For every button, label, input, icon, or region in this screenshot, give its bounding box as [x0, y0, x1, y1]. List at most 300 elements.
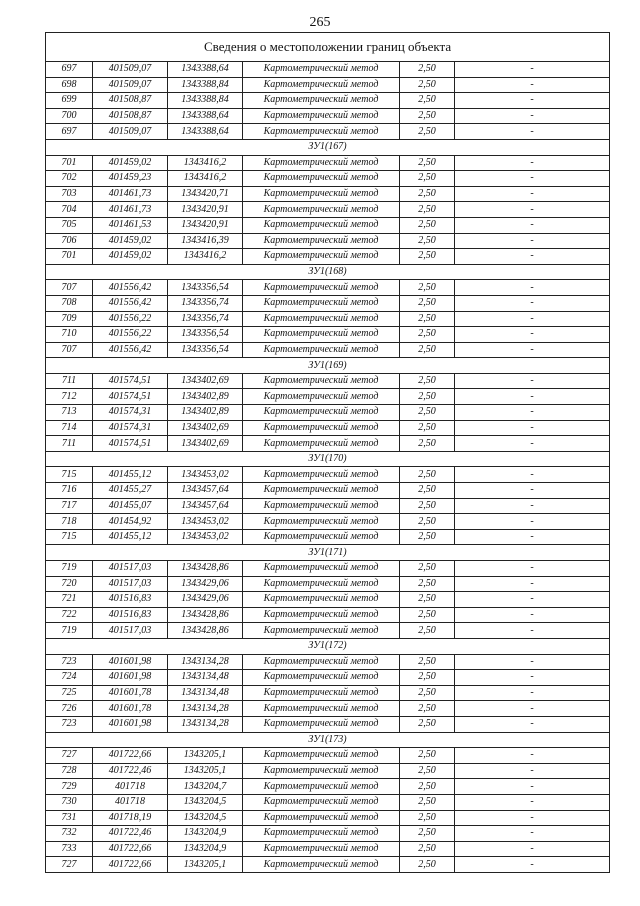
x-coordinate-cell: 401722,46 — [93, 826, 168, 842]
section-label: ЗУ1(171) — [46, 545, 610, 561]
y-coordinate-cell: 1343402,89 — [168, 405, 243, 421]
description-cell: - — [455, 607, 610, 623]
accuracy-cell: 2,50 — [400, 483, 455, 499]
table-row — [46, 748, 610, 764]
description-cell: - — [455, 280, 610, 296]
description-cell: - — [455, 857, 610, 873]
description-cell: - — [455, 186, 610, 202]
accuracy-cell: 2,50 — [400, 592, 455, 608]
table-row — [46, 467, 610, 483]
point-number-cell: 728 — [46, 763, 93, 779]
x-coordinate-cell: 401556,22 — [93, 311, 168, 327]
accuracy-cell: 2,50 — [400, 420, 455, 436]
method-cell: Картометрический метод — [243, 93, 400, 109]
y-coordinate-cell: 1343134,28 — [168, 716, 243, 732]
section-label: ЗУ1(170) — [46, 451, 610, 467]
x-coordinate-cell: 401508,87 — [93, 93, 168, 109]
x-coordinate-cell: 401574,51 — [93, 389, 168, 405]
x-coordinate-cell: 401574,51 — [93, 436, 168, 452]
method-cell: Картометрический метод — [243, 405, 400, 421]
x-coordinate-cell: 401509,07 — [93, 62, 168, 78]
x-coordinate-cell: 401509,07 — [93, 77, 168, 93]
section-label: ЗУ1(173) — [46, 732, 610, 748]
accuracy-cell: 2,50 — [400, 685, 455, 701]
description-cell: - — [455, 685, 610, 701]
accuracy-cell: 2,50 — [400, 124, 455, 140]
description-cell: - — [455, 171, 610, 187]
y-coordinate-cell: 1343356,54 — [168, 280, 243, 296]
point-number-cell: 704 — [46, 202, 93, 218]
section-label: ЗУ1(168) — [46, 264, 610, 280]
accuracy-cell: 2,50 — [400, 93, 455, 109]
accuracy-cell: 2,50 — [400, 607, 455, 623]
table-row — [46, 716, 610, 732]
description-cell: - — [455, 654, 610, 670]
x-coordinate-cell: 401601,78 — [93, 685, 168, 701]
table-header-row — [46, 33, 610, 62]
accuracy-cell: 2,50 — [400, 108, 455, 124]
x-coordinate-cell: 401574,51 — [93, 373, 168, 389]
table-row — [46, 62, 610, 78]
y-coordinate-cell: 1343388,64 — [168, 124, 243, 140]
point-number-cell: 703 — [46, 186, 93, 202]
table-row — [46, 794, 610, 810]
accuracy-cell: 2,50 — [400, 155, 455, 171]
y-coordinate-cell: 1343205,1 — [168, 763, 243, 779]
table-row — [46, 327, 610, 343]
point-number-cell: 712 — [46, 389, 93, 405]
description-cell: - — [455, 716, 610, 732]
method-cell: Картометрический метод — [243, 420, 400, 436]
method-cell: Картометрический метод — [243, 576, 400, 592]
accuracy-cell: 2,50 — [400, 171, 455, 187]
point-number-cell: 716 — [46, 483, 93, 499]
method-cell: Картометрический метод — [243, 108, 400, 124]
x-coordinate-cell: 401556,42 — [93, 295, 168, 311]
method-cell: Картометрический метод — [243, 373, 400, 389]
x-coordinate-cell: 401459,23 — [93, 171, 168, 187]
method-cell: Картометрический метод — [243, 389, 400, 405]
table-row — [46, 529, 610, 545]
description-cell: - — [455, 592, 610, 608]
method-cell: Картометрический метод — [243, 483, 400, 499]
method-cell: Картометрический метод — [243, 701, 400, 717]
description-cell: - — [455, 108, 610, 124]
method-cell: Картометрический метод — [243, 654, 400, 670]
method-cell: Картометрический метод — [243, 763, 400, 779]
method-cell: Картометрический метод — [243, 794, 400, 810]
section-header-row — [46, 451, 610, 467]
table-body — [46, 33, 610, 873]
method-cell: Картометрический метод — [243, 607, 400, 623]
x-coordinate-cell: 401574,31 — [93, 405, 168, 421]
section-header-row — [46, 264, 610, 280]
table-row — [46, 857, 610, 873]
y-coordinate-cell: 1343457,64 — [168, 483, 243, 499]
point-number-cell: 724 — [46, 670, 93, 686]
description-cell: - — [455, 763, 610, 779]
accuracy-cell: 2,50 — [400, 794, 455, 810]
y-coordinate-cell: 1343134,48 — [168, 670, 243, 686]
description-cell: - — [455, 93, 610, 109]
description-cell: - — [455, 779, 610, 795]
accuracy-cell: 2,50 — [400, 436, 455, 452]
section-header-row — [46, 545, 610, 561]
table-row — [46, 498, 610, 514]
section-label: ЗУ1(167) — [46, 139, 610, 155]
point-number-cell: 723 — [46, 716, 93, 732]
y-coordinate-cell: 1343453,02 — [168, 467, 243, 483]
point-number-cell: 719 — [46, 561, 93, 577]
x-coordinate-cell: 401556,42 — [93, 342, 168, 358]
y-coordinate-cell: 1343416,2 — [168, 171, 243, 187]
accuracy-cell: 2,50 — [400, 467, 455, 483]
accuracy-cell: 2,50 — [400, 389, 455, 405]
section-header-row — [46, 139, 610, 155]
table-row — [46, 186, 610, 202]
y-coordinate-cell: 1343134,28 — [168, 701, 243, 717]
y-coordinate-cell: 1343429,06 — [168, 592, 243, 608]
table-row — [46, 763, 610, 779]
method-cell: Картометрический метод — [243, 514, 400, 530]
x-coordinate-cell: 401516,83 — [93, 592, 168, 608]
accuracy-cell: 2,50 — [400, 186, 455, 202]
point-number-cell: 697 — [46, 124, 93, 140]
y-coordinate-cell: 1343429,06 — [168, 576, 243, 592]
accuracy-cell: 2,50 — [400, 514, 455, 530]
method-cell: Картометрический метод — [243, 529, 400, 545]
method-cell: Картометрический метод — [243, 436, 400, 452]
point-number-cell: 697 — [46, 62, 93, 78]
accuracy-cell: 2,50 — [400, 779, 455, 795]
accuracy-cell: 2,50 — [400, 826, 455, 842]
accuracy-cell: 2,50 — [400, 716, 455, 732]
x-coordinate-cell: 401459,02 — [93, 249, 168, 265]
table-row — [46, 420, 610, 436]
description-cell: - — [455, 420, 610, 436]
y-coordinate-cell: 1343134,28 — [168, 654, 243, 670]
y-coordinate-cell: 1343205,1 — [168, 748, 243, 764]
description-cell: - — [455, 233, 610, 249]
accuracy-cell: 2,50 — [400, 202, 455, 218]
accuracy-cell: 2,50 — [400, 342, 455, 358]
x-coordinate-cell: 401461,53 — [93, 217, 168, 233]
y-coordinate-cell: 1343402,69 — [168, 373, 243, 389]
description-cell: - — [455, 467, 610, 483]
accuracy-cell: 2,50 — [400, 576, 455, 592]
accuracy-cell: 2,50 — [400, 498, 455, 514]
description-cell: - — [455, 561, 610, 577]
point-number-cell: 721 — [46, 592, 93, 608]
table-row — [46, 654, 610, 670]
point-number-cell: 732 — [46, 826, 93, 842]
method-cell: Картометрический метод — [243, 155, 400, 171]
method-cell: Картометрический метод — [243, 124, 400, 140]
description-cell: - — [455, 810, 610, 826]
method-cell: Картометрический метод — [243, 342, 400, 358]
table-row — [46, 155, 610, 171]
accuracy-cell: 2,50 — [400, 654, 455, 670]
y-coordinate-cell: 1343428,86 — [168, 607, 243, 623]
y-coordinate-cell: 1343205,1 — [168, 857, 243, 873]
table-row — [46, 483, 610, 499]
table-row — [46, 249, 610, 265]
x-coordinate-cell: 401556,22 — [93, 327, 168, 343]
table-row — [46, 108, 610, 124]
y-coordinate-cell: 1343356,54 — [168, 327, 243, 343]
accuracy-cell: 2,50 — [400, 405, 455, 421]
accuracy-cell: 2,50 — [400, 295, 455, 311]
description-cell: - — [455, 77, 610, 93]
point-number-cell: 727 — [46, 857, 93, 873]
table-row — [46, 841, 610, 857]
section-header-row — [46, 358, 610, 374]
accuracy-cell: 2,50 — [400, 280, 455, 296]
accuracy-cell: 2,50 — [400, 249, 455, 265]
table-row — [46, 623, 610, 639]
x-coordinate-cell: 401718 — [93, 794, 168, 810]
table-row — [46, 514, 610, 530]
method-cell: Картометрический метод — [243, 186, 400, 202]
point-number-cell: 710 — [46, 327, 93, 343]
y-coordinate-cell: 1343453,02 — [168, 514, 243, 530]
description-cell: - — [455, 405, 610, 421]
point-number-cell: 720 — [46, 576, 93, 592]
accuracy-cell: 2,50 — [400, 810, 455, 826]
table-row — [46, 576, 610, 592]
x-coordinate-cell: 401454,92 — [93, 514, 168, 530]
method-cell: Картометрический метод — [243, 77, 400, 93]
table-row — [46, 295, 610, 311]
accuracy-cell: 2,50 — [400, 311, 455, 327]
point-number-cell: 723 — [46, 654, 93, 670]
table-row — [46, 77, 610, 93]
y-coordinate-cell: 1343402,69 — [168, 420, 243, 436]
x-coordinate-cell: 401459,02 — [93, 155, 168, 171]
description-cell: - — [455, 670, 610, 686]
x-coordinate-cell: 401718,19 — [93, 810, 168, 826]
y-coordinate-cell: 1343420,91 — [168, 202, 243, 218]
method-cell: Картометрический метод — [243, 779, 400, 795]
point-number-cell: 713 — [46, 405, 93, 421]
accuracy-cell: 2,50 — [400, 77, 455, 93]
accuracy-cell: 2,50 — [400, 233, 455, 249]
x-coordinate-cell: 401574,31 — [93, 420, 168, 436]
method-cell: Картометрический метод — [243, 249, 400, 265]
table-row — [46, 592, 610, 608]
y-coordinate-cell: 1343420,71 — [168, 186, 243, 202]
point-number-cell: 715 — [46, 529, 93, 545]
description-cell: - — [455, 311, 610, 327]
method-cell: Картометрический метод — [243, 841, 400, 857]
description-cell: - — [455, 124, 610, 140]
description-cell: - — [455, 436, 610, 452]
description-cell: - — [455, 62, 610, 78]
y-coordinate-cell: 1343388,84 — [168, 77, 243, 93]
section-label: ЗУ1(169) — [46, 358, 610, 374]
section-header-row — [46, 732, 610, 748]
y-coordinate-cell: 1343356,74 — [168, 311, 243, 327]
description-cell: - — [455, 389, 610, 405]
description-cell: - — [455, 826, 610, 842]
accuracy-cell: 2,50 — [400, 217, 455, 233]
accuracy-cell: 2,50 — [400, 62, 455, 78]
method-cell: Картометрический метод — [243, 327, 400, 343]
point-number-cell: 708 — [46, 295, 93, 311]
point-number-cell: 725 — [46, 685, 93, 701]
table-row — [46, 670, 610, 686]
x-coordinate-cell: 401517,03 — [93, 561, 168, 577]
x-coordinate-cell: 401455,27 — [93, 483, 168, 499]
x-coordinate-cell: 401601,78 — [93, 701, 168, 717]
point-number-cell: 700 — [46, 108, 93, 124]
description-cell: - — [455, 498, 610, 514]
x-coordinate-cell: 401517,03 — [93, 576, 168, 592]
point-number-cell: 698 — [46, 77, 93, 93]
table-row — [46, 217, 610, 233]
point-number-cell: 718 — [46, 514, 93, 530]
point-number-cell: 729 — [46, 779, 93, 795]
description-cell: - — [455, 483, 610, 499]
boundary-coordinates-table — [45, 32, 610, 873]
table-row — [46, 233, 610, 249]
y-coordinate-cell: 1343416,2 — [168, 249, 243, 265]
accuracy-cell: 2,50 — [400, 327, 455, 343]
x-coordinate-cell: 401455,12 — [93, 529, 168, 545]
description-cell: - — [455, 217, 610, 233]
description-cell: - — [455, 748, 610, 764]
method-cell: Картометрический метод — [243, 685, 400, 701]
description-cell: - — [455, 514, 610, 530]
x-coordinate-cell: 401516,83 — [93, 607, 168, 623]
accuracy-cell: 2,50 — [400, 857, 455, 873]
point-number-cell: 714 — [46, 420, 93, 436]
method-cell: Картометрический метод — [243, 62, 400, 78]
table-row — [46, 405, 610, 421]
section-label: ЗУ1(172) — [46, 638, 610, 654]
y-coordinate-cell: 1343356,74 — [168, 295, 243, 311]
y-coordinate-cell: 1343402,89 — [168, 389, 243, 405]
x-coordinate-cell: 401722,66 — [93, 748, 168, 764]
method-cell: Картометрический метод — [243, 716, 400, 732]
accuracy-cell: 2,50 — [400, 748, 455, 764]
accuracy-cell: 2,50 — [400, 529, 455, 545]
x-coordinate-cell: 401601,98 — [93, 716, 168, 732]
point-number-cell: 717 — [46, 498, 93, 514]
x-coordinate-cell: 401509,07 — [93, 124, 168, 140]
point-number-cell: 711 — [46, 436, 93, 452]
description-cell: - — [455, 327, 610, 343]
method-cell: Картометрический метод — [243, 467, 400, 483]
x-coordinate-cell: 401722,66 — [93, 841, 168, 857]
description-cell: - — [455, 342, 610, 358]
x-coordinate-cell: 401722,66 — [93, 857, 168, 873]
table-row — [46, 171, 610, 187]
point-number-cell: 705 — [46, 217, 93, 233]
description-cell: - — [455, 155, 610, 171]
x-coordinate-cell: 401455,12 — [93, 467, 168, 483]
point-number-cell: 709 — [46, 311, 93, 327]
point-number-cell: 706 — [46, 233, 93, 249]
table-row — [46, 124, 610, 140]
y-coordinate-cell: 1343428,86 — [168, 623, 243, 639]
accuracy-cell: 2,50 — [400, 373, 455, 389]
method-cell: Картометрический метод — [243, 561, 400, 577]
point-number-cell: 722 — [46, 607, 93, 623]
table-row — [46, 280, 610, 296]
table-row — [46, 389, 610, 405]
description-cell: - — [455, 295, 610, 311]
x-coordinate-cell: 401461,73 — [93, 202, 168, 218]
point-number-cell: 711 — [46, 373, 93, 389]
description-cell: - — [455, 701, 610, 717]
point-number-cell: 719 — [46, 623, 93, 639]
table-row — [46, 436, 610, 452]
point-number-cell: 702 — [46, 171, 93, 187]
accuracy-cell: 2,50 — [400, 623, 455, 639]
method-cell: Картометрический метод — [243, 826, 400, 842]
table-row — [46, 701, 610, 717]
x-coordinate-cell: 401459,02 — [93, 233, 168, 249]
y-coordinate-cell: 1343457,64 — [168, 498, 243, 514]
accuracy-cell: 2,50 — [400, 841, 455, 857]
method-cell: Картометрический метод — [243, 670, 400, 686]
method-cell: Картометрический метод — [243, 295, 400, 311]
point-number-cell: 701 — [46, 155, 93, 171]
y-coordinate-cell: 1343416,2 — [168, 155, 243, 171]
point-number-cell: 699 — [46, 93, 93, 109]
y-coordinate-cell: 1343204,9 — [168, 841, 243, 857]
method-cell: Картометрический метод — [243, 311, 400, 327]
table-row — [46, 685, 610, 701]
table-row — [46, 373, 610, 389]
accuracy-cell: 2,50 — [400, 701, 455, 717]
table-row — [46, 93, 610, 109]
method-cell: Картометрический метод — [243, 748, 400, 764]
description-cell: - — [455, 794, 610, 810]
x-coordinate-cell: 401508,87 — [93, 108, 168, 124]
point-number-cell: 731 — [46, 810, 93, 826]
point-number-cell: 715 — [46, 467, 93, 483]
x-coordinate-cell: 401556,42 — [93, 280, 168, 296]
y-coordinate-cell: 1343204,7 — [168, 779, 243, 795]
x-coordinate-cell: 401718 — [93, 779, 168, 795]
x-coordinate-cell: 401455,07 — [93, 498, 168, 514]
section-header-row — [46, 638, 610, 654]
y-coordinate-cell: 1343388,84 — [168, 93, 243, 109]
point-number-cell: 726 — [46, 701, 93, 717]
y-coordinate-cell: 1343204,9 — [168, 826, 243, 842]
description-cell: - — [455, 529, 610, 545]
page-number: 265 — [309, 15, 331, 30]
y-coordinate-cell: 1343453,02 — [168, 529, 243, 545]
method-cell: Картометрический метод — [243, 592, 400, 608]
point-number-cell: 701 — [46, 249, 93, 265]
description-cell: - — [455, 576, 610, 592]
table-row — [46, 810, 610, 826]
accuracy-cell: 2,50 — [400, 561, 455, 577]
table-row — [46, 826, 610, 842]
accuracy-cell: 2,50 — [400, 763, 455, 779]
description-cell: - — [455, 841, 610, 857]
table-row — [46, 202, 610, 218]
description-cell: - — [455, 202, 610, 218]
method-cell: Картометрический метод — [243, 233, 400, 249]
x-coordinate-cell: 401722,46 — [93, 763, 168, 779]
method-cell: Картометрический метод — [243, 857, 400, 873]
table-row — [46, 561, 610, 577]
y-coordinate-cell: 1343420,91 — [168, 217, 243, 233]
